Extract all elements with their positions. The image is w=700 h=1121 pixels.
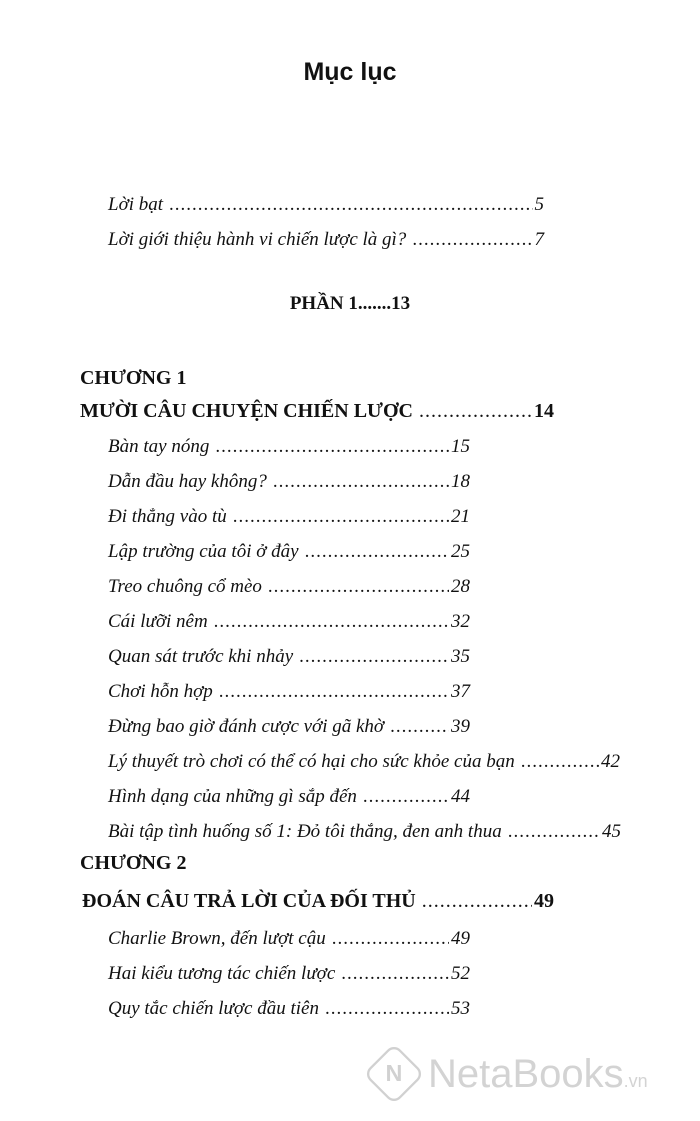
- toc-entry: [108, 749, 620, 775]
- toc-entry-label: Hai kiểu tương tác chiến lược: [108, 963, 336, 984]
- leader-dots: [521, 749, 599, 775]
- leader-dots: [341, 961, 449, 987]
- toc-entry-page: 18: [451, 471, 470, 492]
- toc-entry-label: Đi thẳng vào tù: [108, 506, 227, 527]
- toc-entry-page: 52: [451, 963, 470, 984]
- toc-entry-page: 5: [534, 194, 544, 215]
- toc-entry-page: 7: [534, 229, 544, 250]
- toc-entry: [108, 644, 470, 670]
- toc-entry-label: Lời giới thiệu hành vi chiến lược là gì?: [108, 229, 407, 250]
- toc-entry-page: 28: [451, 576, 470, 597]
- toc-entry-label: Treo chuông cổ mèo: [108, 576, 262, 597]
- chapter-1-title-entry: [80, 398, 554, 424]
- toc-entry: [108, 539, 470, 565]
- toc-entry-page: 45: [602, 821, 621, 842]
- chapter-page: 14: [534, 400, 554, 422]
- toc-entry-page: 21: [451, 506, 470, 527]
- leader-dots: [332, 926, 449, 952]
- part-heading: PHẦN 1.......13: [289, 293, 411, 314]
- chapter-2-heading: CHƯƠNG 2: [80, 852, 187, 874]
- toc-entry-label: Bài tập tình huống số 1: Đỏ tôi thắng, đen anh thua: [108, 821, 502, 842]
- watermark-brand: NetaBooks: [428, 1051, 624, 1096]
- toc-entry-page: 44: [451, 786, 470, 807]
- leader-dots: [508, 819, 600, 845]
- watermark-text: [428, 1052, 648, 1097]
- toc-entry-label: Lý thuyết trò chơi có thể có hại cho sức khỏe của bạn: [108, 751, 515, 772]
- netabooks-logo-icon: [363, 1043, 425, 1105]
- toc-entry-label: Đừng bao giờ đánh cược với gã khờ: [108, 716, 385, 737]
- toc-entry: [108, 434, 470, 460]
- toc-entry-label: Lập trường của tôi ở đây: [108, 541, 299, 562]
- toc-entry: [108, 819, 621, 845]
- toc-entry-page: 37: [451, 681, 470, 702]
- toc-entry: [108, 961, 470, 987]
- leader-dots: [325, 996, 449, 1022]
- netabooks-watermark: [366, 1046, 648, 1102]
- watermark-tld: .vn: [623, 1070, 648, 1091]
- leader-dots: [233, 504, 449, 530]
- toc-entry-label: Cái lưỡi nêm: [108, 611, 208, 632]
- toc-entry: [108, 926, 470, 952]
- toc-entry: [108, 996, 470, 1022]
- chapter-1-heading: CHƯƠNG 1: [80, 367, 187, 389]
- toc-entry-label: Dẫn đầu hay không?: [108, 471, 267, 492]
- toc-entry-page: 42: [601, 751, 620, 772]
- leader-dots: [412, 227, 532, 253]
- toc-entry: [108, 469, 470, 495]
- toc-entry-label: Chơi hỗn hợp: [108, 681, 213, 702]
- toc-entry-loi-gioi-thieu: [108, 227, 544, 253]
- toc-entry-page: 25: [451, 541, 470, 562]
- leader-dots: [219, 679, 449, 705]
- toc-entry-page: 53: [451, 998, 470, 1019]
- toc-entry: [108, 574, 470, 600]
- toc-entry-label: Lời bạt: [108, 194, 164, 215]
- leader-dots: [422, 888, 532, 914]
- toc-entry-page: 15: [451, 436, 470, 457]
- leader-dots: [390, 714, 449, 740]
- leader-dots: [215, 434, 449, 460]
- chapter-title: ĐOÁN CÂU TRẢ LỜI CỦA ĐỐI THỦ: [82, 890, 416, 912]
- toc-entry-page: 35: [451, 646, 470, 667]
- leader-dots: [273, 469, 449, 495]
- logo-letter: N: [385, 1060, 403, 1087]
- toc-entry: [108, 679, 470, 705]
- chapter-2-title-entry: [82, 888, 554, 914]
- leader-dots: [214, 609, 449, 635]
- toc-entry-page: 39: [451, 716, 470, 737]
- toc-entry-label: Hình dạng của những gì sắp đến: [108, 786, 357, 807]
- toc-entry-page: 32: [451, 611, 470, 632]
- toc-entry: [108, 784, 470, 810]
- leader-dots: [305, 539, 449, 565]
- toc-entry: [108, 609, 470, 635]
- toc-entry: [108, 714, 470, 740]
- toc-entry-label: Quy tắc chiến lược đầu tiên: [108, 998, 319, 1019]
- toc-entry-page: 49: [451, 928, 470, 949]
- toc-entry-label: Charlie Brown, đến lượt cậu: [108, 928, 326, 949]
- leader-dots: [268, 574, 449, 600]
- toc-entry: [108, 504, 470, 530]
- chapter-page: 49: [534, 890, 554, 912]
- toc-entry-label: Quan sát trước khi nhảy: [108, 646, 294, 667]
- toc-entry-loi-bat: [108, 192, 544, 218]
- chapter-title: MƯỜI CÂU CHUYỆN CHIẾN LƯỢC: [80, 400, 413, 422]
- leader-dots: [419, 398, 532, 424]
- leader-dots: [363, 784, 449, 810]
- toc-entry-label: Bàn tay nóng: [108, 436, 210, 457]
- leader-dots: [299, 644, 449, 670]
- page-title: Mục lục: [303, 58, 397, 86]
- leader-dots: [169, 192, 532, 218]
